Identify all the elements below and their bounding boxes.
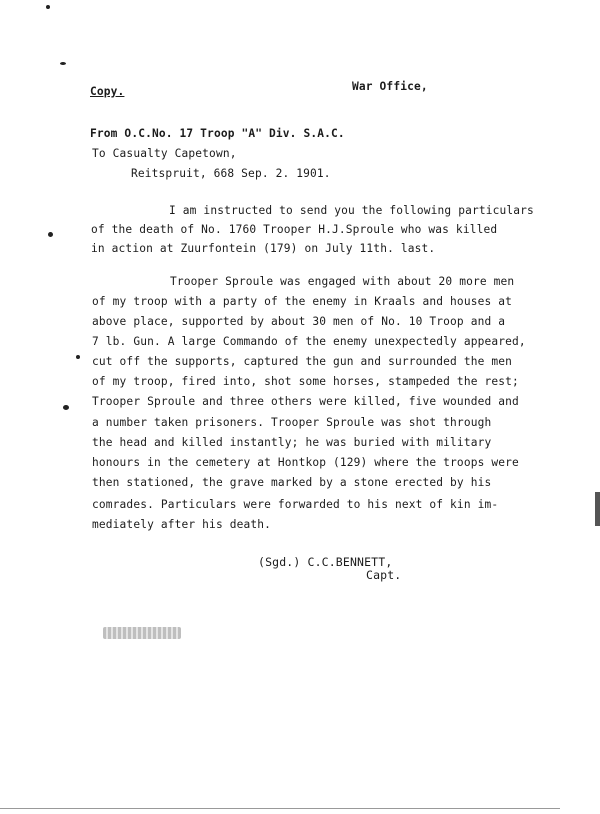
body-line: of my troop, fired into, shot some horses, stampeded the rest; — [92, 375, 519, 388]
body-line: I am instructed to send you the following particulars — [169, 204, 534, 217]
illegible-stamp — [103, 627, 181, 639]
body-line: above place, supported by about 30 men of No. 10 Troop and a — [92, 315, 506, 328]
body-line: the head and killed instantly; he was buried with military — [92, 436, 492, 449]
to-line: To Casualty Capetown, — [92, 147, 237, 160]
margin-mark — [48, 232, 53, 237]
body-line: of my troop with a party of the enemy in Kraals and houses at — [92, 295, 513, 308]
scan-bottom-edge — [0, 808, 560, 809]
body-line: in action at Zuurfontein (179) on July 11th. last. — [91, 242, 436, 255]
place-date-line: Reitspruit, 668 Sep. 2. 1901. — [131, 167, 331, 180]
body-line: 7 lb. Gun. A large Commando of the enemy unexpectedly appeared, — [92, 335, 526, 348]
body-line: a number taken prisoners. Trooper Sproule was shot through — [92, 416, 492, 429]
scan-edge-mark — [595, 492, 600, 526]
body-line: then stationed, the grave marked by a stone erected by his — [92, 476, 492, 489]
margin-mark — [46, 5, 50, 9]
signature-line: (Sgd.) C.C.BENNETT, — [258, 555, 393, 569]
body-line: cut off the supports, captured the gun and surrounded the men — [92, 355, 513, 368]
body-line: Trooper Sproule and three others were killed, five wounded and — [92, 395, 519, 408]
body-line: Trooper Sproule was engaged with about 20 more men — [170, 275, 515, 288]
body-line: of the death of No. 1760 Trooper H.J.Sproule who was killed — [91, 223, 498, 236]
margin-mark — [63, 405, 69, 410]
signature-rank: Capt. — [366, 568, 402, 582]
margin-mark — [76, 355, 80, 359]
from-line: From O.C.No. 17 Troop "A" Div. S.A.C. — [90, 127, 345, 140]
body-line: mediately after his death. — [92, 518, 272, 531]
body-line: comrades. Particulars were forwarded to his next of kin im- — [92, 498, 499, 511]
body-line: honours in the cemetery at Hontkop (129) where the troops were — [92, 456, 519, 469]
office-heading: War Office, — [352, 80, 428, 93]
margin-mark — [60, 62, 66, 65]
copy-label: Copy. — [90, 85, 125, 98]
